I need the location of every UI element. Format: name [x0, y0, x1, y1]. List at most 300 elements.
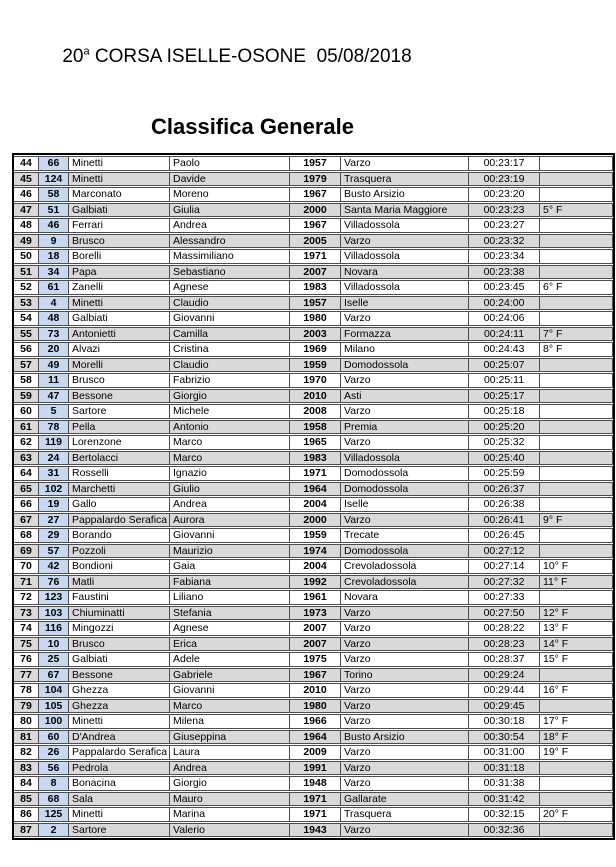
table-row [14, 404, 613, 419]
category-cell: 20° F [540, 807, 613, 822]
surname-cell: Rosselli [69, 466, 170, 481]
category-cell [540, 265, 613, 280]
table-row [14, 466, 613, 481]
table-row [14, 544, 613, 559]
surname-cell: Ghezza [69, 683, 170, 698]
city-cell: Milano [341, 342, 469, 357]
rank-cell: 81 [14, 730, 39, 745]
time-cell: 00:25:40 [469, 451, 540, 466]
first-name-cell: Giovanni [170, 311, 290, 326]
category-cell [540, 590, 613, 605]
rank-cell: 64 [14, 466, 39, 481]
city-cell: Novara [341, 265, 469, 280]
category-cell [540, 528, 613, 543]
city-cell: Busto Arsizio [341, 187, 469, 202]
rank-cell: 69 [14, 544, 39, 559]
city-cell: Varzo [341, 714, 469, 729]
time-cell: 00:26:45 [469, 528, 540, 543]
time-cell: 00:25:59 [469, 466, 540, 481]
city-cell: Varzo [341, 761, 469, 776]
surname-cell: Sartore [69, 823, 170, 838]
category-cell: 10° F [540, 559, 613, 574]
time-cell: 00:23:17 [469, 156, 540, 171]
surname-cell: Sartore [69, 404, 170, 419]
city-cell: Varzo [341, 823, 469, 838]
first-name-cell: Marco [170, 451, 290, 466]
table-row [14, 730, 613, 745]
city-cell: Villadossola [341, 218, 469, 233]
first-name-cell: Mauro [170, 792, 290, 807]
city-cell: Domodossola [341, 466, 469, 481]
first-name-cell: Giorgio [170, 389, 290, 404]
surname-cell: Matli [69, 575, 170, 590]
first-name-cell: Gaia [170, 559, 290, 574]
first-name-cell: Giorgio [170, 776, 290, 791]
rank-cell: 71 [14, 575, 39, 590]
year-cell: 2005 [290, 234, 341, 249]
category-cell: 17° F [540, 714, 613, 729]
year-cell: 1965 [290, 435, 341, 450]
surname-cell: Chiuminatti [69, 606, 170, 621]
table-row [14, 327, 613, 342]
time-cell: 00:31:00 [469, 745, 540, 760]
time-cell: 00:31:42 [469, 792, 540, 807]
year-cell: 1980 [290, 699, 341, 714]
bib-cell: 78 [39, 420, 69, 435]
rank-cell: 52 [14, 280, 39, 295]
surname-cell: Morelli [69, 358, 170, 373]
category-cell [540, 373, 613, 388]
table-row [14, 621, 613, 636]
rank-cell: 58 [14, 373, 39, 388]
category-cell [540, 792, 613, 807]
time-cell: 00:24:43 [469, 342, 540, 357]
first-name-cell: Fabiana [170, 575, 290, 590]
city-cell: Trecate [341, 528, 469, 543]
city-cell: Villadossola [341, 249, 469, 264]
time-cell: 00:27:32 [469, 575, 540, 590]
time-cell: 00:24:11 [469, 327, 540, 342]
classification-title: Classifica Generale [150, 114, 354, 139]
bib-cell: 48 [39, 311, 69, 326]
bib-cell: 46 [39, 218, 69, 233]
category-cell: 12° F [540, 606, 613, 621]
first-name-cell: Andrea [170, 761, 290, 776]
first-name-cell: Laura [170, 745, 290, 760]
time-cell: 00:27:14 [469, 559, 540, 574]
surname-cell: Sala [69, 792, 170, 807]
first-name-cell: Aurora [170, 513, 290, 528]
category-cell [540, 311, 613, 326]
bib-cell: 73 [39, 327, 69, 342]
first-name-cell: Marco [170, 699, 290, 714]
city-cell: Varzo [341, 404, 469, 419]
category-cell [540, 497, 613, 512]
category-cell [540, 234, 613, 249]
rank-cell: 44 [14, 156, 39, 171]
surname-cell: Pedrola [69, 761, 170, 776]
first-name-cell: Stefania [170, 606, 290, 621]
rank-cell: 73 [14, 606, 39, 621]
year-cell: 1961 [290, 590, 341, 605]
rank-cell: 54 [14, 311, 39, 326]
rank-cell: 79 [14, 699, 39, 714]
category-cell [540, 761, 613, 776]
first-name-cell: Ignazio [170, 466, 290, 481]
time-cell: 00:23:23 [469, 203, 540, 218]
time-cell: 00:23:34 [469, 249, 540, 264]
category-cell [540, 296, 613, 311]
time-cell: 00:24:00 [469, 296, 540, 311]
bib-cell: 119 [39, 435, 69, 450]
city-cell: Villadossola [341, 280, 469, 295]
race-edition-number: 20 [62, 46, 84, 67]
bib-cell: 10 [39, 637, 69, 652]
time-cell: 00:26:41 [469, 513, 540, 528]
city-cell: Varzo [341, 621, 469, 636]
surname-cell: Galbiati [69, 203, 170, 218]
year-cell: 1992 [290, 575, 341, 590]
rank-cell: 62 [14, 435, 39, 450]
category-cell: 13° F [540, 621, 613, 636]
time-cell: 00:24:06 [469, 311, 540, 326]
year-cell: 1957 [290, 296, 341, 311]
category-cell: 7° F [540, 327, 613, 342]
table-row [14, 311, 613, 326]
city-cell: Varzo [341, 156, 469, 171]
year-cell: 1959 [290, 528, 341, 543]
year-cell: 1967 [290, 668, 341, 683]
bib-cell: 4 [39, 296, 69, 311]
surname-cell: Pappalardo Serafica [69, 745, 170, 760]
city-cell: Varzo [341, 637, 469, 652]
category-cell [540, 451, 613, 466]
time-cell: 00:23:32 [469, 234, 540, 249]
year-cell: 2000 [290, 203, 341, 218]
time-cell: 00:30:18 [469, 714, 540, 729]
time-cell: 00:27:12 [469, 544, 540, 559]
category-cell [540, 249, 613, 264]
rank-cell: 75 [14, 637, 39, 652]
year-cell: 2003 [290, 327, 341, 342]
rank-cell: 84 [14, 776, 39, 791]
year-cell: 1975 [290, 652, 341, 667]
rank-cell: 49 [14, 234, 39, 249]
bib-cell: 125 [39, 807, 69, 822]
bib-cell: 56 [39, 761, 69, 776]
year-cell: 2010 [290, 683, 341, 698]
rank-cell: 57 [14, 358, 39, 373]
city-cell: Premia [341, 420, 469, 435]
time-cell: 00:26:37 [469, 482, 540, 497]
table-row [14, 373, 613, 388]
table-row [14, 172, 613, 187]
first-name-cell: Valerio [170, 823, 290, 838]
surname-cell: Pella [69, 420, 170, 435]
year-cell: 1969 [290, 342, 341, 357]
rank-cell: 51 [14, 265, 39, 280]
bib-cell: 67 [39, 668, 69, 683]
bib-cell: 104 [39, 683, 69, 698]
city-cell: Varzo [341, 435, 469, 450]
bib-cell: 24 [39, 451, 69, 466]
city-cell: Varzo [341, 699, 469, 714]
time-cell: 00:29:24 [469, 668, 540, 683]
bib-cell: 100 [39, 714, 69, 729]
year-cell: 1964 [290, 730, 341, 745]
category-cell: 18° F [540, 730, 613, 745]
surname-cell: Ghezza [69, 699, 170, 714]
year-cell: 2004 [290, 559, 341, 574]
first-name-cell: Giulio [170, 482, 290, 497]
category-cell [540, 776, 613, 791]
first-name-cell: Marina [170, 807, 290, 822]
table-row [14, 218, 613, 233]
rank-cell: 78 [14, 683, 39, 698]
year-cell: 2007 [290, 637, 341, 652]
bib-cell: 58 [39, 187, 69, 202]
category-cell [540, 218, 613, 233]
year-cell: 2007 [290, 265, 341, 280]
table-row [14, 668, 613, 683]
first-name-cell: Antonio [170, 420, 290, 435]
city-cell: Formazza [341, 327, 469, 342]
first-name-cell: Sebastiano [170, 265, 290, 280]
city-cell: Varzo [341, 745, 469, 760]
table-row [14, 714, 613, 729]
surname-cell: Minetti [69, 807, 170, 822]
bib-cell: 20 [39, 342, 69, 357]
time-cell: 00:25:11 [469, 373, 540, 388]
time-cell: 00:26:38 [469, 497, 540, 512]
category-cell: 16° F [540, 683, 613, 698]
year-cell: 1979 [290, 172, 341, 187]
surname-cell: Bondioni [69, 559, 170, 574]
bib-cell: 27 [39, 513, 69, 528]
table-row [14, 823, 613, 838]
rank-cell: 77 [14, 668, 39, 683]
bib-cell: 76 [39, 575, 69, 590]
year-cell: 2004 [290, 497, 341, 512]
rank-cell: 48 [14, 218, 39, 233]
year-cell: 1948 [290, 776, 341, 791]
city-cell: Iselle [341, 497, 469, 512]
city-cell: Crevoladossola [341, 559, 469, 574]
rank-cell: 45 [14, 172, 39, 187]
bib-cell: 51 [39, 203, 69, 218]
year-cell: 1957 [290, 156, 341, 171]
first-name-cell: Giulia [170, 203, 290, 218]
rank-cell: 47 [14, 203, 39, 218]
time-cell: 00:23:19 [469, 172, 540, 187]
table-row [14, 249, 613, 264]
first-name-cell: Agnese [170, 280, 290, 295]
city-cell: Domodossola [341, 358, 469, 373]
surname-cell: Alvazi [69, 342, 170, 357]
year-cell: 1966 [290, 714, 341, 729]
first-name-cell: Maurizio [170, 544, 290, 559]
bib-cell: 9 [39, 234, 69, 249]
table-row [14, 203, 613, 218]
surname-cell: Brusco [69, 234, 170, 249]
bib-cell: 8 [39, 776, 69, 791]
table-row [14, 745, 613, 760]
results-table-body [14, 156, 613, 837]
surname-cell: Minetti [69, 296, 170, 311]
first-name-cell: Cristina [170, 342, 290, 357]
table-row [14, 342, 613, 357]
rank-cell: 59 [14, 389, 39, 404]
table-row [14, 575, 613, 590]
first-name-cell: Agnese [170, 621, 290, 636]
table-row [14, 761, 613, 776]
surname-cell: Brusco [69, 637, 170, 652]
year-cell: 1980 [290, 311, 341, 326]
time-cell: 00:31:38 [469, 776, 540, 791]
bib-cell: 19 [39, 497, 69, 512]
category-cell [540, 404, 613, 419]
rank-cell: 50 [14, 249, 39, 264]
surname-cell: Ferrari [69, 218, 170, 233]
year-cell: 1967 [290, 218, 341, 233]
category-cell [540, 435, 613, 450]
year-cell: 1971 [290, 249, 341, 264]
bib-cell: 26 [39, 745, 69, 760]
table-row [14, 482, 613, 497]
time-cell: 00:25:32 [469, 435, 540, 450]
bib-cell: 34 [39, 265, 69, 280]
surname-cell: Mingozzi [69, 621, 170, 636]
city-cell: Busto Arsizio [341, 730, 469, 745]
table-row [14, 420, 613, 435]
bib-cell: 102 [39, 482, 69, 497]
time-cell: 00:29:45 [469, 699, 540, 714]
first-name-cell: Claudio [170, 358, 290, 373]
category-cell [540, 156, 613, 171]
first-name-cell: Fabrizio [170, 373, 290, 388]
bib-cell: 47 [39, 389, 69, 404]
table-row [14, 807, 613, 822]
rank-cell: 72 [14, 590, 39, 605]
bib-cell: 18 [39, 249, 69, 264]
time-cell: 00:30:54 [469, 730, 540, 745]
surname-cell: Lorenzone [69, 435, 170, 450]
year-cell: 1943 [290, 823, 341, 838]
category-cell: 6° F [540, 280, 613, 295]
bib-cell: 2 [39, 823, 69, 838]
rank-cell: 85 [14, 792, 39, 807]
surname-cell: Borelli [69, 249, 170, 264]
category-cell: 5° F [540, 203, 613, 218]
first-name-cell: Alessandro [170, 234, 290, 249]
year-cell: 1971 [290, 466, 341, 481]
city-cell: Varzo [341, 776, 469, 791]
city-cell: Asti [341, 389, 469, 404]
category-cell [540, 699, 613, 714]
bib-cell: 116 [39, 621, 69, 636]
year-cell: 1991 [290, 761, 341, 776]
city-cell: Trasquera [341, 172, 469, 187]
table-row [14, 451, 613, 466]
year-cell: 1959 [290, 358, 341, 373]
bib-cell: 29 [39, 528, 69, 543]
bib-cell: 123 [39, 590, 69, 605]
city-cell: Novara [341, 590, 469, 605]
table-row [14, 776, 613, 791]
category-cell: 15° F [540, 652, 613, 667]
surname-cell: Marchetti [69, 482, 170, 497]
category-cell [540, 668, 613, 683]
time-cell: 00:25:07 [469, 358, 540, 373]
table-row [14, 358, 613, 373]
rank-cell: 63 [14, 451, 39, 466]
bib-cell: 11 [39, 373, 69, 388]
year-cell: 1971 [290, 792, 341, 807]
city-cell: Varzo [341, 606, 469, 621]
table-row [14, 156, 613, 171]
rank-cell: 53 [14, 296, 39, 311]
race-edition-suffix: a [83, 45, 90, 58]
time-cell: 00:28:23 [469, 637, 540, 652]
table-row [14, 435, 613, 450]
time-cell: 00:23:38 [469, 265, 540, 280]
year-cell: 2007 [290, 621, 341, 636]
year-cell: 2008 [290, 404, 341, 419]
rank-cell: 86 [14, 807, 39, 822]
bib-cell: 68 [39, 792, 69, 807]
city-cell: Domodossola [341, 544, 469, 559]
city-cell: Varzo [341, 234, 469, 249]
category-cell: 9° F [540, 513, 613, 528]
table-row [14, 590, 613, 605]
first-name-cell: Michele [170, 404, 290, 419]
surname-cell: Papa [69, 265, 170, 280]
table-row [14, 187, 613, 202]
bib-cell: 124 [39, 172, 69, 187]
time-cell: 00:25:20 [469, 420, 540, 435]
time-cell: 00:25:17 [469, 389, 540, 404]
bib-cell: 103 [39, 606, 69, 621]
surname-cell: Faustini [69, 590, 170, 605]
category-cell [540, 420, 613, 435]
surname-cell: Brusco [69, 373, 170, 388]
race-title [0, 46, 474, 68]
table-row [14, 513, 613, 528]
table-row [14, 528, 613, 543]
table-row [14, 637, 613, 652]
first-name-cell: Marco [170, 435, 290, 450]
city-cell: Varzo [341, 652, 469, 667]
surname-cell: Minetti [69, 156, 170, 171]
city-cell: Iselle [341, 296, 469, 311]
category-cell [540, 544, 613, 559]
bib-cell: 42 [39, 559, 69, 574]
city-cell: Gallarate [341, 792, 469, 807]
rank-cell: 60 [14, 404, 39, 419]
table-row [14, 497, 613, 512]
category-cell [540, 823, 613, 838]
city-cell: Domodossola [341, 482, 469, 497]
first-name-cell: Liliano [170, 590, 290, 605]
time-cell: 00:23:20 [469, 187, 540, 202]
year-cell: 1974 [290, 544, 341, 559]
rank-cell: 83 [14, 761, 39, 776]
results-table [12, 153, 615, 840]
first-name-cell: Giuseppina [170, 730, 290, 745]
city-cell: Santa Maria Maggiore [341, 203, 469, 218]
year-cell: 1983 [290, 280, 341, 295]
surname-cell: Bessone [69, 668, 170, 683]
